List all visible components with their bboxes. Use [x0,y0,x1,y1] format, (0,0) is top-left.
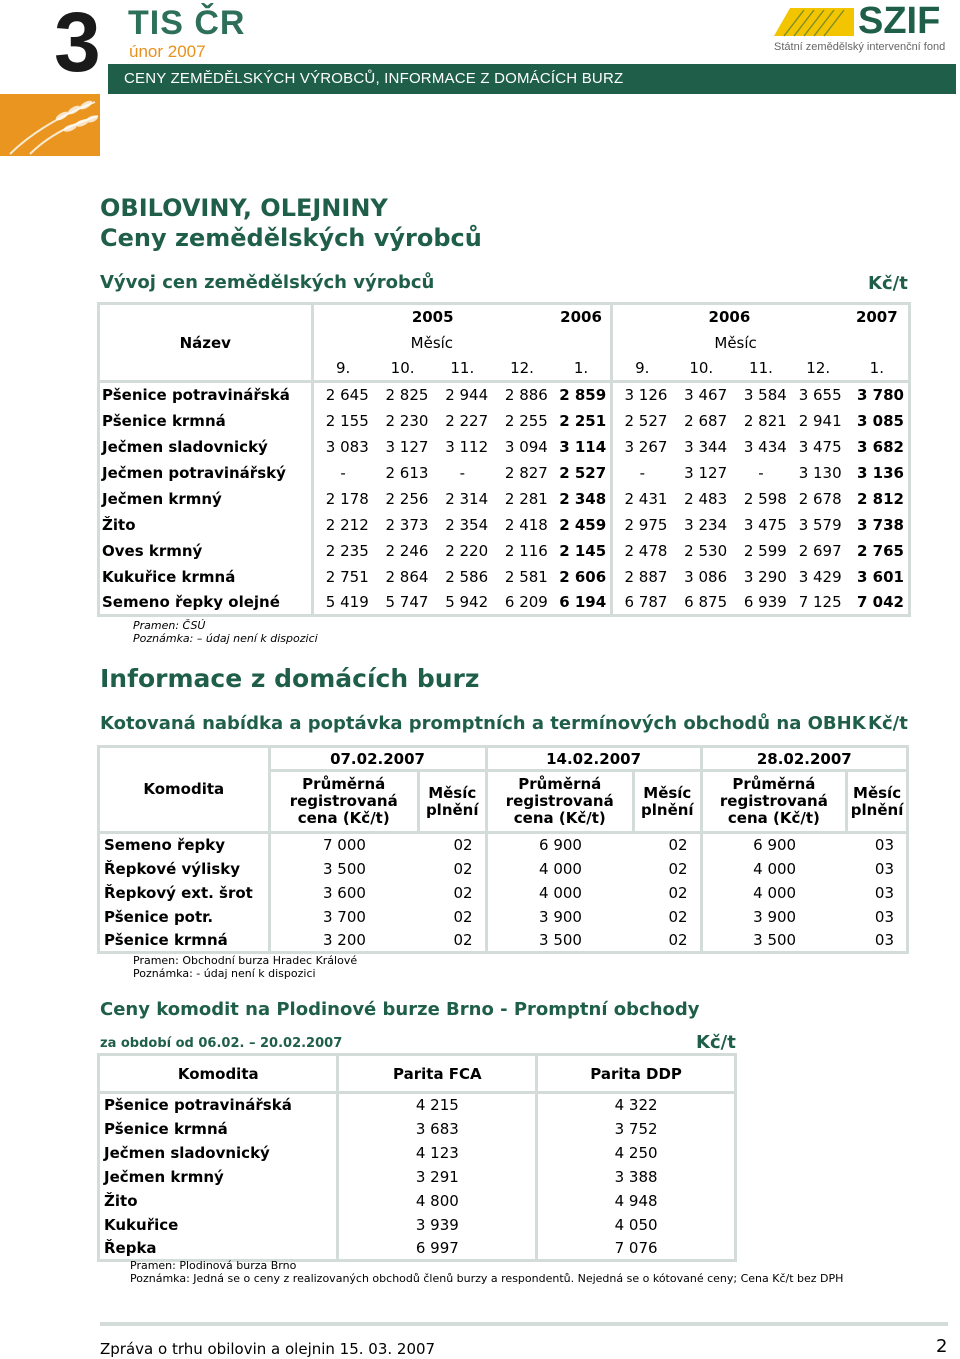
price-cell: 2 116 [504,541,548,560]
price-cell: 2 527 [612,408,672,434]
header-bar [108,64,956,94]
row-label: Pšenice potravinářská [99,382,313,408]
table-row [99,1117,736,1141]
price-cell: 6 900 [701,833,847,857]
ddp-cell: 4 948 [537,1189,736,1213]
table-row [99,486,910,512]
month-cell: 12. [510,358,534,377]
price-cell: 2 697 [798,541,842,560]
month-cell: 11. [749,358,773,377]
price-cell: 3 434 [743,437,787,456]
month-cell: 03 [847,905,908,929]
price-cell: 2 478 [612,538,672,564]
table-row [99,382,910,408]
section2-title: Informace z domácích burz [100,664,480,693]
month-label-b: Měsíc [612,330,910,356]
price-cell: 6 900 [486,833,633,857]
date-header: 14.02.2007 [486,747,701,771]
year-2006b: 2006 [612,304,846,330]
szif-logo: SZIF [858,0,941,42]
row-label: Pšenice potravinářská [99,1093,338,1117]
fca-cell: 6 997 [338,1237,537,1261]
price-cell: 2 613 [385,463,429,482]
month-cell: 9. [612,356,672,382]
producer-prices-body [99,382,910,616]
price-cell: 3 467 [684,386,728,405]
date-header: 28.02.2007 [701,747,907,771]
price-cell: 3 344 [684,437,728,456]
price-cell: 4 000 [701,881,847,905]
table-row [99,564,910,590]
price-cell: 3 500 [701,929,847,953]
table-row [99,1165,736,1189]
price-cell: 2 256 [385,489,429,508]
price-cell: - [312,460,373,486]
price-cell: 2 354 [445,515,489,534]
price-cell: 2 765 [846,538,910,564]
table-row [99,1093,736,1117]
row-label: Ječmen sladovnický [99,1141,338,1165]
price-header: Průměrná registrovaná cena (Kč/t) [269,771,418,833]
footer-divider [100,1322,948,1326]
price-cell: 2 886 [504,386,548,405]
price-cell: 2 825 [385,386,429,405]
price-cell: 3 900 [486,905,633,929]
row-label: Řepka [99,1237,338,1261]
szif-logo-icon [774,8,854,38]
month-cell: 02 [453,883,473,902]
price-cell: 4 000 [486,881,633,905]
section1-source: Pramen: ČSÚ [133,619,206,632]
price-cell: 2 314 [445,489,489,508]
price-cell: 3 475 [743,515,787,534]
row-label: Pšenice krmná [99,929,270,953]
section2-source: Pramen: Obchodní burza Hradec Králové [133,954,358,967]
price-cell: 2 598 [743,489,787,508]
table-row [99,857,908,881]
price-cell: 3 127 [684,463,728,482]
table-row [99,538,910,564]
price-cell: 7 125 [791,590,846,616]
brno-table [97,1053,737,1262]
section2-subtitle: Kotovaná nabídka a poptávka promptních a termínových obchodů na OBHK [100,713,866,734]
month-cell: 02 [453,907,473,926]
section1-note: Poznámka: – údaj není k dispozici [133,632,318,645]
price-cell: 3 475 [798,437,842,456]
row-label: Kukuřice krmná [99,564,313,590]
price-cell: 3 655 [798,386,842,405]
commodity-header: Komodita [99,1055,338,1093]
price-cell: 3 085 [846,408,910,434]
price-cell: 2 178 [312,486,373,512]
ddp-cell: 4 322 [537,1093,736,1117]
brand-title: TIS ČR [128,4,246,42]
price-cell: 5 942 [432,590,492,616]
price-cell: 4 000 [486,857,633,881]
date-header: 07.02.2007 [269,747,486,771]
price-cell: 2 230 [385,411,429,430]
month-cell: 02 [668,883,688,902]
row-label: Ječmen krmný [99,1165,338,1189]
month-cell: 1. [573,358,589,377]
month-cell: 02 [668,859,688,878]
month-cell: 9. [312,356,373,382]
section1-title-line1: OBILOVINY, OLEJNINY [100,194,388,222]
price-cell: 2 606 [559,567,607,586]
price-cell: 2 483 [684,489,728,508]
row-label: Žito [99,1189,338,1213]
price-cell: 2 859 [559,386,607,405]
price-cell: 2 155 [312,408,373,434]
ddp-cell: 4 050 [537,1213,736,1237]
ddp-header: Parita DDP [537,1055,736,1093]
month-cell: 1. [846,356,910,382]
price-cell: 3 500 [486,929,633,953]
price-cell: 2 821 [743,411,787,430]
month-cell: 03 [847,857,908,881]
table-row [99,1237,736,1261]
price-cell: 3 600 [269,881,418,905]
fca-cell: 3 683 [338,1117,537,1141]
section1-title-line2: Ceny zemědělských výrobců [100,224,482,252]
month-cell: 03 [847,833,908,857]
price-cell: 2 418 [504,515,548,534]
price-cell: 2 373 [385,515,429,534]
table-row [99,512,910,538]
price-cell: 2 645 [312,382,373,408]
row-label: Ječmen krmný [99,486,313,512]
price-cell: 2 145 [559,541,607,560]
month-cell: 02 [453,836,473,855]
price-cell: 6 209 [492,590,552,616]
fca-cell: 4 123 [338,1141,537,1165]
month-cell: 02 [418,929,486,953]
table-row [99,1141,736,1165]
section2-note: Poznámka: - údaj není k dispozici [133,967,316,980]
month-header: Měsíc plnění [847,771,908,833]
price-cell: 3 127 [385,437,429,456]
header-row-years [99,304,910,330]
price-cell: 3 780 [846,382,910,408]
month-label-a: Měsíc [312,330,612,356]
price-cell: 2 431 [612,486,672,512]
szif-subtitle: Státní zemědělský intervenční fond [774,41,946,53]
price-cell: 2 944 [445,386,489,405]
price-cell: 2 827 [504,463,548,482]
price-cell: 7 000 [269,833,418,857]
month-header: Měsíc plnění [634,771,702,833]
price-cell: 5 419 [312,590,373,616]
price-cell: 6 875 [671,590,731,616]
price-cell: 6 194 [552,590,612,616]
price-cell: 2 678 [798,489,842,508]
price-cell: 2 599 [743,541,787,560]
price-cell: 3 290 [743,567,787,586]
fca-cell: 3 939 [338,1213,537,1237]
price-cell: 6 787 [612,590,672,616]
row-label: Řepkový ext. šrot [99,881,270,905]
price-cell: 2 348 [559,489,607,508]
price-cell: 2 281 [504,489,548,508]
price-cell: 3 738 [846,512,910,538]
page-number: 2 [936,1336,948,1357]
price-cell: 3 114 [559,437,607,456]
price-cell: - [612,460,672,486]
section3-note: Poznámka: Jedná se o ceny z realizovaných obchodů členů burzy a respondentů. Nejedná se o kótované ceny; Cena Kč/t bez DPH [130,1272,844,1285]
price-cell: 3 130 [798,463,842,482]
price-cell: 2 227 [445,411,489,430]
price-header: Průměrná registrovaná cena (Kč/t) [486,771,633,833]
month-cell: 02 [668,836,688,855]
brno-body [99,1093,736,1261]
producer-prices-table [97,302,911,617]
price-cell: 3 136 [846,460,910,486]
price-cell: 2 581 [504,567,548,586]
fca-header: Parita FCA [338,1055,537,1093]
table-row [99,929,908,953]
price-cell: 2 887 [612,564,672,590]
section3-unit: Kč/t [696,1032,736,1053]
month-cell: 11. [450,358,475,377]
row-label: Žito [99,512,313,538]
year-2007: 2007 [846,304,910,330]
table-row [99,905,908,929]
section3-source: Pramen: Plodinová burza Brno [130,1259,297,1272]
price-cell: 3 234 [684,515,728,534]
table-row [99,590,910,616]
month-cell: 12. [806,358,831,377]
price-cell: 2 687 [684,411,728,430]
wheat-image [0,94,100,156]
month-cell: 03 [847,929,908,953]
price-cell: 2 975 [612,512,672,538]
fca-cell: 4 800 [338,1189,537,1213]
row-label: Oves krmný [99,538,313,564]
price-cell: 3 200 [269,929,418,953]
year-2006a: 2006 [552,304,612,330]
obhk-table [97,745,909,954]
row-label: Semeno řepky [99,833,270,857]
price-cell: 3 112 [445,437,489,456]
price-cell: 2 530 [684,541,728,560]
month-cell: 03 [847,881,908,905]
price-cell: 2 255 [504,411,548,430]
price-cell: 2 941 [798,411,842,430]
price-cell: 2 251 [559,411,607,430]
price-cell: 3 094 [504,437,548,456]
section3-period: za období od 06.02. – 20.02.2007 [100,1036,343,1051]
issue-number: 3 [54,0,99,89]
table-row [99,1213,736,1237]
name-header: Název [99,304,313,382]
price-cell: 3 083 [312,434,373,460]
price-cell: 3 579 [798,515,842,534]
price-cell: 2 751 [312,564,373,590]
price-cell: 3 500 [269,857,418,881]
brno-header [99,1055,736,1093]
row-label: Ječmen sladovnický [99,434,313,460]
fca-cell: 4 215 [338,1093,537,1117]
month-header: Měsíc plnění [418,771,486,833]
section1-unit: Kč/t [868,273,908,294]
price-cell: 3 601 [846,564,910,590]
price-cell: 3 584 [743,386,787,405]
price-cell: 3 682 [846,434,910,460]
price-cell: 2 527 [559,463,607,482]
obhk-body [99,833,908,953]
price-cell: 3 900 [701,905,847,929]
ddp-cell: 4 250 [537,1141,736,1165]
price-cell: 3 086 [684,567,728,586]
section1-subtitle: Vývoj cen zemědělských výrobců [100,272,435,293]
price-cell: 2 864 [385,567,429,586]
table-row [99,881,908,905]
month-cell: 02 [634,929,702,953]
section3-title: Ceny komodit na Plodinové burze Brno - Promptní obchody [100,999,700,1020]
price-cell: 2 459 [559,515,607,534]
year-2005: 2005 [312,304,552,330]
price-cell: 2 812 [846,486,910,512]
price-cell: 6 939 [731,590,791,616]
price-header: Průměrná registrovaná cena (Kč/t) [701,771,847,833]
price-cell: 3 429 [798,567,842,586]
table-row [99,408,910,434]
price-cell: - [758,463,764,482]
ddp-cell: 7 076 [537,1237,736,1261]
row-label: Pšenice potr. [99,905,270,929]
price-cell: 5 747 [373,590,433,616]
issue-month: únor 2007 [129,42,206,61]
price-cell: 3 700 [269,905,418,929]
month-cell: 10. [390,358,415,377]
table-row [99,833,908,857]
price-cell: 4 000 [701,857,847,881]
footer-text: Zpráva o trhu obilovin a olejnin 15. 03. 2007 [100,1340,436,1358]
row-label: Pšenice krmná [99,408,313,434]
row-label: Kukuřice [99,1213,338,1237]
table-row [99,460,910,486]
price-cell: 2 586 [445,567,489,586]
row-label: Pšenice krmná [99,1117,338,1141]
price-cell: 2 212 [312,512,373,538]
row-label: Semeno řepky olejné [99,590,313,616]
price-cell: 2 235 [312,538,373,564]
ddp-cell: 3 752 [537,1117,736,1141]
price-cell: 2 246 [385,541,429,560]
obhk-header-dates [99,747,908,771]
month-cell: 02 [668,907,688,926]
wheat-icon [0,94,100,156]
table-row [99,434,910,460]
price-cell: 3 126 [612,382,672,408]
row-label: Ječmen potravinářský [99,460,313,486]
row-label: Řepkové výlisky [99,857,270,881]
month-cell: 10. [689,358,714,377]
price-cell: - [459,463,466,482]
commodity-header: Komodita [99,747,270,833]
header-bar-title: CENY ZEMĚDĚLSKÝCH VÝROBCŮ, INFORMACE Z DOMÁCÍCH BURZ [124,70,624,87]
section2-unit: Kč/t [868,713,908,734]
price-cell: 3 267 [612,434,672,460]
fca-cell: 3 291 [338,1165,537,1189]
ddp-cell: 3 388 [537,1165,736,1189]
price-cell: 7 042 [846,590,910,616]
table-row [99,1189,736,1213]
month-cell: 02 [453,859,473,878]
price-cell: 2 220 [445,541,489,560]
